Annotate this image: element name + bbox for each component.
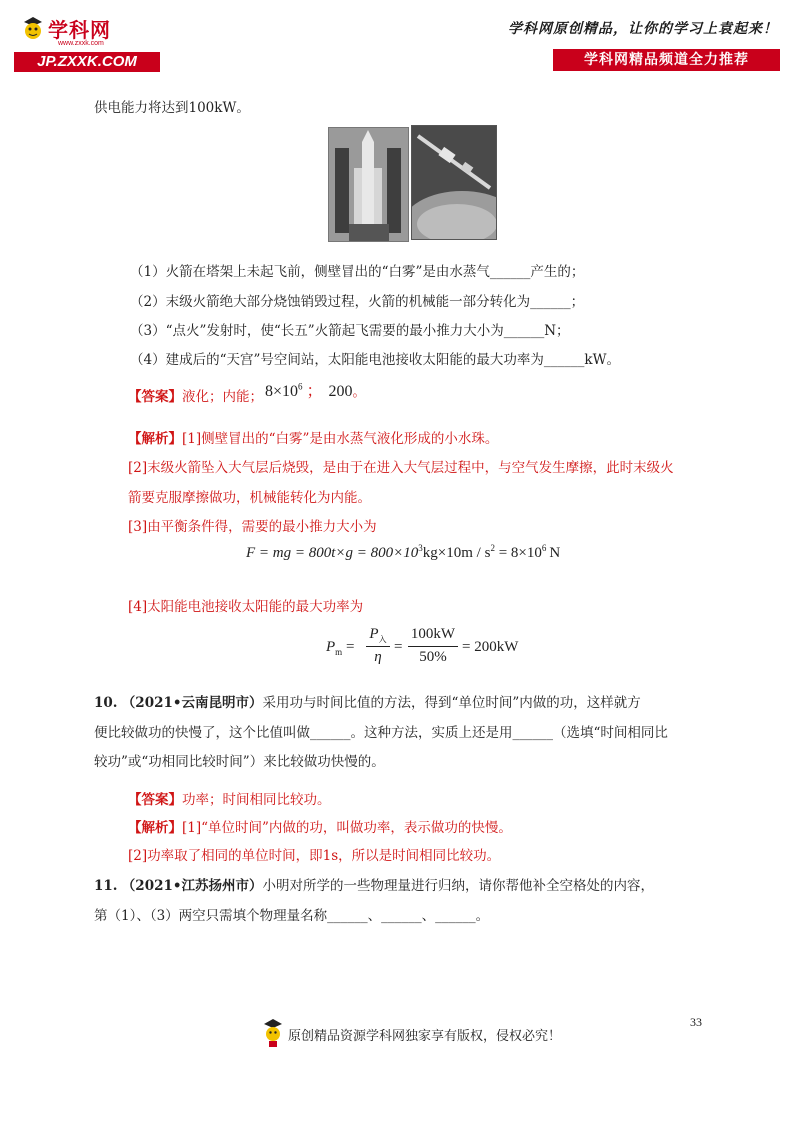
formula-power-lhs: $P_m$ =	[326, 639, 355, 657]
question-text: 小明对所学的一些物理量进行归纳，请你帮他补全空格处的内容，	[262, 878, 654, 894]
answer-text: 液化；内能；	[182, 389, 263, 405]
frac1-denominator: η	[374, 649, 382, 665]
question-item-1: （1）火箭在塔架上未起飞前，侧壁冒出的“白雾”是由水蒸气______产生的；	[130, 264, 585, 280]
answer-value-1: 8×10	[265, 383, 299, 400]
question-source: （2021•江苏扬州市）	[121, 878, 263, 894]
answer-text: 功率；时间相同比较功。	[182, 792, 331, 808]
question-10-line-1	[94, 693, 641, 713]
formula-exp-3: 3	[418, 543, 423, 553]
formula-unit-2: N	[549, 545, 561, 561]
question-source: （2021•云南昆明市）	[121, 695, 263, 711]
intro-text: 供电能力将达到100kW。	[94, 100, 250, 116]
frac2-numerator: 100kW	[410, 626, 456, 642]
analysis-label: 【解析】	[128, 820, 182, 836]
logo-text: 学科网	[48, 18, 111, 42]
rocket-photo	[328, 127, 409, 242]
channel-badge: 学科网精品频道全力推荐	[553, 49, 780, 71]
logo-subtitle: www.zxxk.com	[58, 40, 104, 47]
frac2-denominator: 50%	[419, 649, 447, 665]
formula-power-result: = 200kW	[462, 639, 519, 655]
analysis-9-line-4: [3]由平衡条件得，需要的最小推力大小为	[128, 519, 377, 535]
question-11-line-1	[94, 876, 654, 896]
answer-label: 【答案】	[128, 792, 182, 808]
site-url-badge: JP.ZXXK.COM	[14, 52, 160, 72]
analysis-text: [1]侧壁冒出的“白雾”是由水蒸气液化形成的小水珠。	[182, 431, 499, 447]
question-10-line-3: 较功”或“功相同比较时间”）来比较做功快慢的。	[94, 754, 385, 770]
question-number: 10.	[94, 695, 118, 711]
frac2-bar	[408, 646, 458, 647]
answer-end: 。	[352, 384, 366, 399]
frac1-num-symbol: P	[369, 626, 379, 642]
formula-power-subscript: m	[335, 647, 343, 657]
space-station-photo	[411, 125, 497, 240]
question-11-line-2: 第（1）、（3）两空只需填个物理量名称______、______、______。	[94, 908, 490, 924]
answer-value-1-exponent: 6	[298, 381, 303, 392]
question-10-line-2: 便比较做功的快慢了，这个比值叫做______。这种方法，实质上还是用______（选填“时间相同比	[94, 725, 668, 741]
frac1-num-subscript: 入	[378, 635, 387, 644]
question-text: 采用功与时间比值的方法，得到“单位时间”内做的功，这样就方	[262, 695, 641, 711]
question-item-3: （3）“点火”发射时，使“长五”火箭起飞需要的最小推力大小为______N；	[130, 323, 570, 339]
formula-part-1: = mg = 800t×g = 800×10	[255, 545, 419, 561]
analysis-9-line-2: [2]末级火箭坠入大气层后烧毁，是由于在进入大气层过程中，与空气发生摩擦，此时末级火	[128, 460, 674, 476]
frac1-bar	[366, 646, 390, 647]
analysis-9-line-1	[128, 429, 498, 449]
question-item-2: （2）末级火箭绝大部分烧蚀销毁过程，火箭的机械能一部分转化为______；	[130, 294, 585, 310]
question-item-4: （4）建成后的“天宫”号空间站，太阳能电池接收太阳能的最大功率为______kW。	[130, 352, 620, 368]
answer-9-values	[265, 378, 366, 401]
formula-lhs: F	[246, 545, 256, 561]
analysis-9-line-3: 箭要克服摩擦做功，机械能转化为内能。	[128, 490, 371, 506]
logo-mascot-icon	[20, 14, 46, 42]
analysis-label: 【解析】	[128, 431, 182, 447]
header-slogan: 学科网原创精品，让你的学习上袁起来！	[508, 21, 778, 37]
frac1-numerator	[366, 626, 390, 645]
formula-unit-1: kg×10m / s	[422, 545, 491, 561]
answer-separator: ；	[306, 383, 323, 400]
answer-label: 【答案】	[128, 389, 182, 405]
formula-exp-2: 2	[490, 543, 495, 553]
answer-9	[128, 387, 263, 407]
analysis-9-line-5: [4]太阳能电池接收太阳能的最大功率为	[128, 599, 364, 615]
formula-thrust	[246, 543, 560, 562]
analysis-text: [1]“单位时间”内做的功，叫做功率，表示做功的快慢。	[182, 820, 512, 836]
formula-exp-6: 6	[541, 543, 547, 553]
mascot-icon	[262, 1017, 284, 1047]
answer-10	[128, 790, 331, 810]
page-number: 33	[690, 1015, 702, 1029]
analysis-10-line-2: [2]功率取了相同的单位时间，即1s，所以是时间相同比较功。	[128, 848, 501, 864]
formula-power-symbol: P	[326, 639, 336, 655]
question-number: 11.	[94, 878, 118, 894]
formula-part-2: = 8×10	[494, 545, 542, 561]
answer-value-2: 200	[328, 383, 353, 400]
analysis-10-line-1	[128, 818, 512, 838]
copyright-notice: 原创精品资源学科网独家享有版权，侵权必究！	[288, 1029, 562, 1044]
